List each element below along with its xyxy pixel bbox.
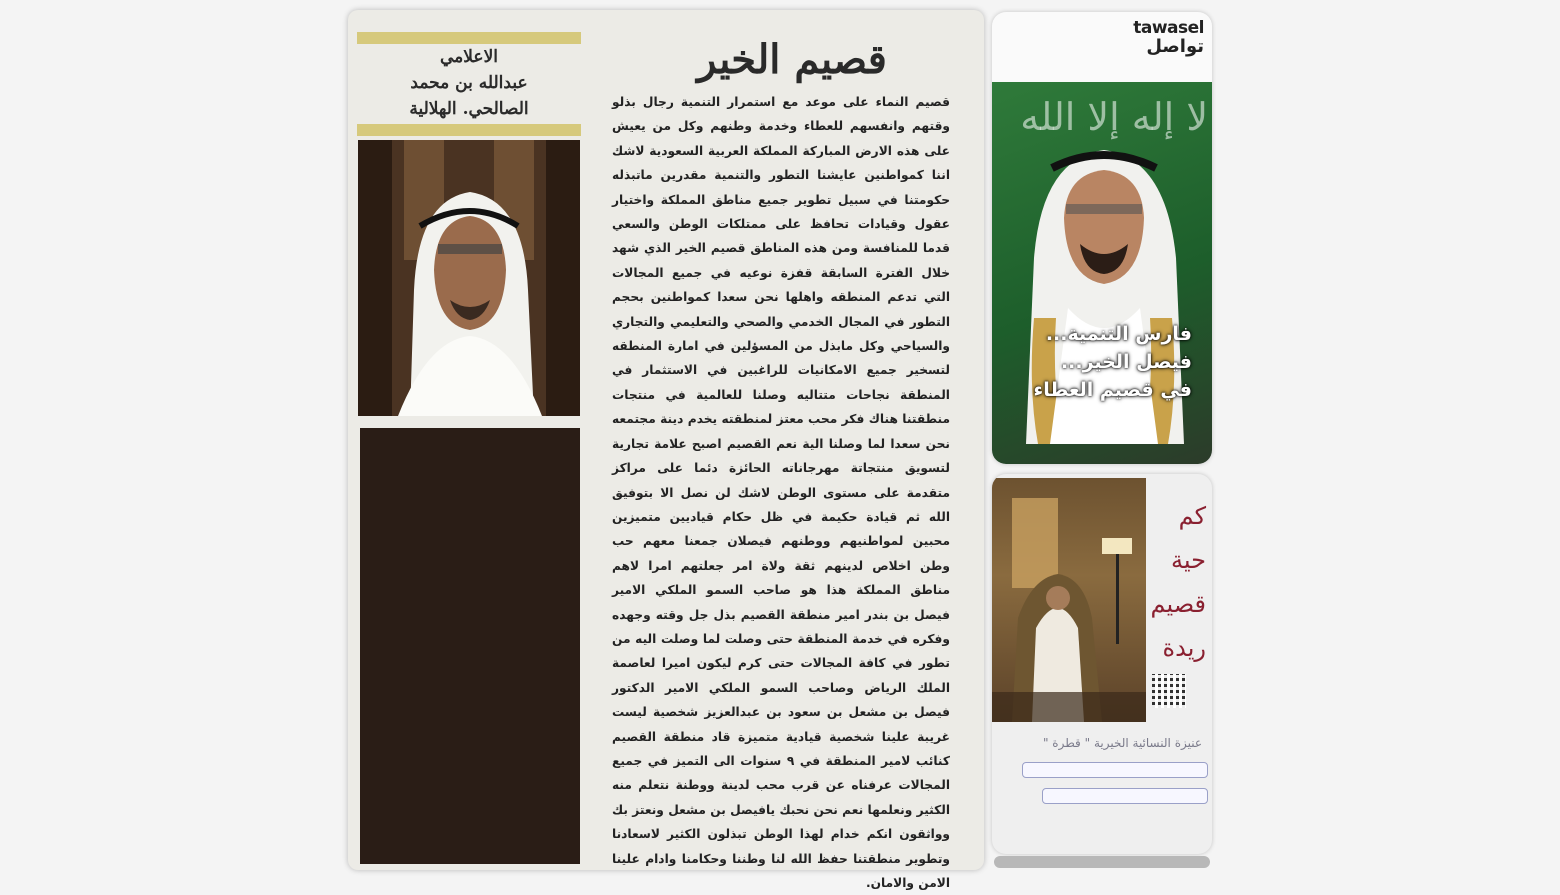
byline-family: الصالحي. الهلالية (409, 99, 529, 119)
cover2-line-3: قصيم (1150, 590, 1206, 618)
info-strip (1022, 762, 1208, 778)
headline-line-3: في قصيم العطاء (1033, 379, 1192, 401)
cover2-line-1: كم (1178, 502, 1206, 530)
magazine-cover (992, 12, 1212, 464)
headline-line-2: فيصل الخير... (1060, 351, 1192, 373)
flag-script: لا إله إلا الله (1020, 95, 1208, 139)
brand-logo (1133, 18, 1204, 57)
room-photo (992, 478, 1146, 722)
article-title: قصيم الخير (697, 36, 887, 83)
article-body: قصيم النماء على موعد مع استمرار التنمية رجال بذلو وقتهم وانفسهم للعطاء وخدمة وطنهم وكل من يعيش على هذه الارض المباركة المملكة العربية السعودية لاشك اننا كمواطنين عايشنا التطور والتنمية مقدرين ماتبذله حكومتنا في سبيل تطوير جميع مناطق المملكة واختيار عقول وقيادات تحافظ على ممتلكات الوطن والسعي قدما للمنافسة ومن هذه المناطق قصيم الخير الذي شهد خلال الفترة السابقة قفزة نوعيه في جميع المجالات التي تدعم المنطقه واهلها نحن سعدا كمواطنين بحجم التطور في المجال الخدمي والصحي والتعليمي والتجاري والسياحي وكل مابذل من المسؤلين في امارة المنطقه لتسخير جميع الامكانيات للراغبين في الاستثمار في المنطقة نجاحات متتاليه وصلنا للعالمية في منتجات منطقتنا هناك فكر محب معتز لمنطقته يخدم دينة مجتمعه نحن سعدا لما وصلنا الية نعم القصيم اصبح علامة تجارية لتسويق منتجاتة مهرجاناته الحائزة دئما على مراكز متقدمة على مستوى الوطن لاشك لن نصل الا بتوفيق الله ثم قيادة حكيمة في ظل حكام قياديين متميزين محبين لمواطنيهم ووطنهم فيصلان جمعنا معهم حب وطن اخلاص لدينهم ثقة ولاة امر جعلتهم امرا لاهم مناطق المملكة هذا هو صاحب السمو الملكي الامير فيصل بن بندر امير منطقة القصيم بذل جل وقته وجهده وفكره في خدمة المنطقة حتى وصلت لما وصلت اليه من تطور في كافة المجالات حتى كرم ليكون اميرا لعاصمة الملك الرياض وصاحب السمو الملكي الامير الدكتور فيصل بن مشعل بن سعود بن عبدالعزيز شخصية ليست غريبة علينا شخصية قيادية متميزة قاد منطقة القصيم كنائب لامير المنطقة في ٩ سنوات الى التميز في جميع المجالات عرفناه عن قرب محب لدينة ووطنة نتعلم منه الكثير ونعلمها نعم نحن نحبك يافيصل بن مشعل ونعتز بك وواثقون انكم خدام لهذا الوطن تبذلون الكثير لاسعادنا وتطوير منطقتنا حفظ الله لنا وطننا وحكامنا وادام علينا الامن والامان. (612, 95, 950, 890)
qr-code-overlay (1152, 674, 1186, 708)
dark-image-area (360, 428, 580, 864)
cover2-title (1136, 494, 1206, 670)
cover2-line-4: ريدة (1162, 634, 1206, 662)
scroll-shadow (994, 856, 1210, 868)
byline-name: عبدالله بن محمد (410, 73, 528, 93)
byline-role: الاعلامي (440, 47, 498, 67)
headline-line-1: فارس التنمية... (1045, 323, 1192, 345)
second-magazine-page (992, 474, 1212, 854)
brand-arabic: تواصل (1146, 36, 1204, 57)
cover2-line-2: حية (1171, 546, 1206, 574)
author-byline (357, 44, 581, 122)
info-strip (1042, 788, 1208, 804)
author-photo (358, 140, 580, 416)
cover2-caption: عنيزة النسائية الخيرية " قطرة " (1042, 736, 1202, 750)
cover-headline (992, 320, 1192, 404)
brand-latin: tawasel (1133, 18, 1204, 38)
